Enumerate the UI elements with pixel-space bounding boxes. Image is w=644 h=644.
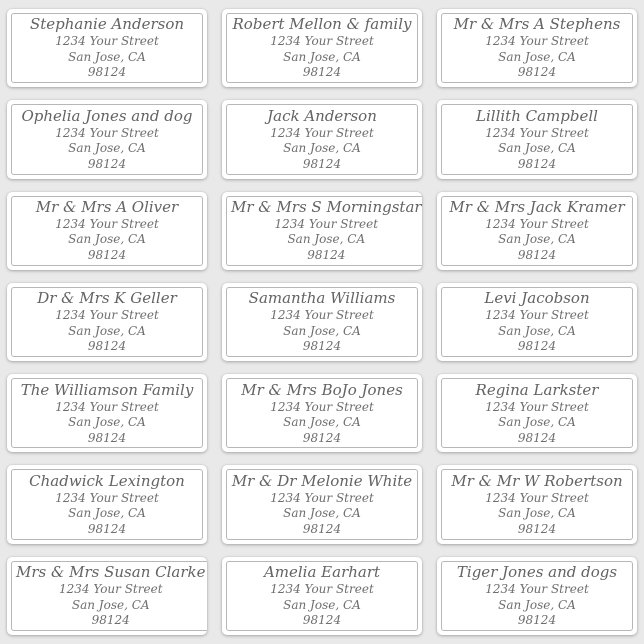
zip-line: 98124	[517, 521, 557, 536]
address-label	[222, 557, 422, 635]
recipient-name: Mrs & Mrs Susan Clarke	[16, 563, 206, 582]
address-label-border	[11, 469, 203, 539]
address-label-border	[441, 196, 633, 266]
street-line: 1234 Your Street	[55, 399, 159, 414]
address-label	[437, 374, 637, 452]
recipient-name: Mr & Mrs S Morningstar	[231, 197, 422, 216]
recipient-name: Mr & Mr W Robertson	[451, 471, 623, 490]
street-line: 1234 Your Street	[270, 34, 374, 49]
address-label	[7, 100, 207, 178]
city-line: San Jose, CA	[498, 49, 576, 64]
recipient-name: Stephanie Anderson	[29, 15, 185, 34]
city-line: San Jose, CA	[68, 49, 146, 64]
address-label-border	[226, 378, 418, 448]
recipient-name: Mr & Mrs A Stephens	[453, 15, 621, 34]
recipient-name: Jack Anderson	[267, 106, 377, 125]
address-label	[7, 557, 207, 635]
city-line: San Jose, CA	[68, 141, 146, 156]
address-label	[7, 192, 207, 270]
recipient-name: Levi Jacobson	[484, 289, 590, 308]
zip-line: 98124	[302, 521, 342, 536]
address-label-border	[11, 196, 203, 266]
recipient-name: Robert Mellon & family	[232, 15, 412, 34]
zip-line: 98124	[302, 339, 342, 354]
street-line: 1234 Your Street	[485, 490, 589, 505]
address-label-border	[11, 287, 203, 357]
city-line: San Jose, CA	[283, 323, 361, 338]
address-label-border	[441, 104, 633, 174]
zip-line: 98124	[517, 247, 557, 262]
address-label	[7, 283, 207, 361]
zip-line: 98124	[87, 521, 127, 536]
street-line: 1234 Your Street	[270, 125, 374, 140]
street-line: 1234 Your Street	[55, 34, 159, 49]
address-label	[437, 9, 637, 87]
city-line: San Jose, CA	[498, 506, 576, 521]
street-line: 1234 Your Street	[485, 308, 589, 323]
street-line: 1234 Your Street	[58, 582, 163, 597]
address-label-border	[226, 561, 418, 631]
city-line: San Jose, CA	[283, 141, 361, 156]
recipient-name: Mr & Mrs A Oliver	[35, 197, 179, 216]
recipient-name: Ophelia Jones and dog	[21, 106, 193, 125]
recipient-name: Mr & Mrs BoJo Jones	[241, 380, 403, 399]
city-line: San Jose, CA	[68, 506, 146, 521]
address-label-border	[11, 561, 207, 631]
zip-line: 98124	[302, 430, 342, 445]
zip-line: 98124	[87, 247, 127, 262]
recipient-name: Lillith Campbell	[476, 106, 598, 125]
address-label-border	[226, 13, 418, 83]
address-label	[437, 557, 637, 635]
city-line: San Jose, CA	[498, 597, 576, 612]
zip-line: 98124	[87, 65, 127, 80]
address-label	[7, 374, 207, 452]
zip-line: 98124	[517, 65, 557, 80]
street-line: 1234 Your Street	[485, 34, 589, 49]
street-line: 1234 Your Street	[55, 308, 159, 323]
zip-line: 98124	[517, 430, 557, 445]
street-line: 1234 Your Street	[270, 490, 374, 505]
address-label-border	[226, 196, 422, 266]
street-line: 1234 Your Street	[270, 308, 374, 323]
zip-line: 98124	[302, 65, 342, 80]
street-line: 1234 Your Street	[274, 216, 379, 231]
address-label-border	[441, 287, 633, 357]
address-label-border	[441, 469, 633, 539]
zip-line: 98124	[517, 339, 557, 354]
address-label	[437, 465, 637, 543]
recipient-name: Regina Larkster	[475, 380, 599, 399]
city-line: San Jose, CA	[498, 415, 576, 430]
address-label-border	[226, 287, 418, 357]
address-label	[7, 465, 207, 543]
address-label	[437, 192, 637, 270]
street-line: 1234 Your Street	[270, 582, 374, 597]
city-line: San Jose, CA	[498, 232, 576, 247]
address-label-border	[441, 13, 633, 83]
address-label	[222, 192, 422, 270]
zip-line: 98124	[87, 156, 127, 171]
zip-line: 98124	[91, 613, 130, 628]
street-line: 1234 Your Street	[270, 399, 374, 414]
address-label	[222, 9, 422, 87]
address-label	[222, 283, 422, 361]
recipient-name: Tiger Jones and dogs	[456, 563, 618, 582]
city-line: San Jose, CA	[68, 415, 146, 430]
city-line: San Jose, CA	[283, 49, 361, 64]
street-line: 1234 Your Street	[485, 582, 589, 597]
street-line: 1234 Your Street	[55, 490, 159, 505]
city-line: San Jose, CA	[68, 232, 146, 247]
address-label	[222, 374, 422, 452]
address-label	[437, 283, 637, 361]
recipient-name: Chadwick Lexington	[29, 471, 185, 490]
address-label	[437, 100, 637, 178]
street-line: 1234 Your Street	[485, 216, 589, 231]
recipient-name: Mr & Dr Melonie White	[231, 471, 413, 490]
zip-line: 98124	[307, 247, 346, 262]
zip-line: 98124	[302, 613, 342, 628]
zip-line: 98124	[302, 156, 342, 171]
city-line: San Jose, CA	[498, 141, 576, 156]
address-label	[7, 9, 207, 87]
street-line: 1234 Your Street	[55, 125, 159, 140]
city-line: San Jose, CA	[68, 323, 146, 338]
city-line: San Jose, CA	[283, 415, 361, 430]
address-label-border	[441, 561, 633, 631]
zip-line: 98124	[87, 430, 127, 445]
recipient-name: Samantha Williams	[248, 289, 396, 308]
city-line: San Jose, CA	[283, 597, 361, 612]
city-line: San Jose, CA	[498, 323, 576, 338]
street-line: 1234 Your Street	[55, 216, 159, 231]
recipient-name: Mr & Mrs Jack Kramer	[449, 197, 625, 216]
city-line: San Jose, CA	[287, 232, 366, 247]
street-line: 1234 Your Street	[485, 399, 589, 414]
address-label	[222, 100, 422, 178]
street-line: 1234 Your Street	[485, 125, 589, 140]
address-label-border	[11, 378, 203, 448]
address-label-border	[11, 104, 203, 174]
zip-line: 98124	[517, 156, 557, 171]
address-label-border	[441, 378, 633, 448]
city-line: San Jose, CA	[283, 506, 361, 521]
recipient-name: Dr & Mrs K Geller	[37, 289, 177, 308]
zip-line: 98124	[517, 613, 557, 628]
address-label-border	[11, 13, 203, 83]
address-label	[222, 465, 422, 543]
address-label-border	[226, 469, 418, 539]
recipient-name: Amelia Earhart	[263, 563, 381, 582]
city-line: San Jose, CA	[71, 597, 150, 612]
zip-line: 98124	[87, 339, 127, 354]
recipient-name: The Williamson Family	[20, 380, 194, 399]
address-label-border	[226, 104, 418, 174]
